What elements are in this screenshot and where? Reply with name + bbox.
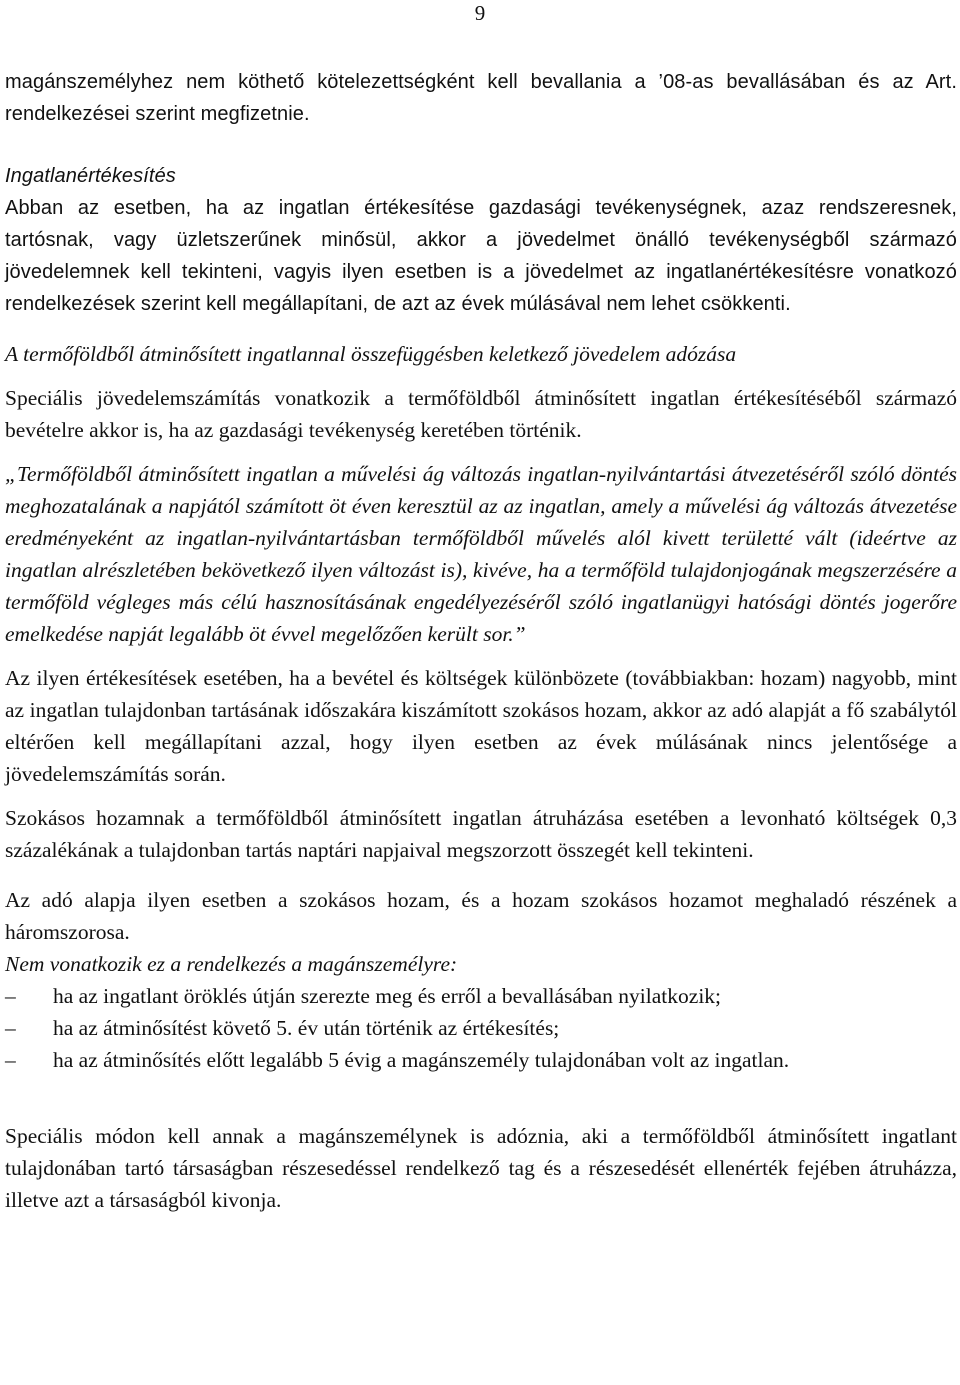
page-number: 9	[474, 1, 486, 25]
paragraph-special-calculation: Speciális jövedelemszámítás vonatkozik a termőföldből átminősített ingatlan értékesítéséből származó bevételre akkor is, ha az gazdasági tevékenység keretében történik.	[5, 386, 957, 442]
list-item	[5, 1044, 957, 1076]
list-item	[5, 980, 957, 1012]
section-heading-termofold: A termőföldből átminősített ingatlannal összefüggésben keletkező jövedelem adózása	[5, 342, 737, 366]
list-item	[5, 1012, 957, 1044]
intro-paragraph: magánszemélyhez nem köthető kötelezettségként kell bevallania a ’08-as bevallásában és az Art. rendelkezései szerint megfizetnie.	[5, 71, 957, 125]
list-item-text: ha az ingatlant öröklés útján szerezte meg és erről a bevallásában nyilatkozik;	[53, 984, 722, 1008]
list-item-text: ha az átminősítést követő 5. év után történik az értékesítés;	[53, 1016, 560, 1040]
document-body	[5, 66, 957, 1216]
paragraph-usual-yield: Az ilyen értékesítések esetében, ha a bevétel és költségek különbözete (továbbiakban: hozam) nagyobb, mint az ingatlan tulajdonban tartásának időszakára kiszámított szokásos hozam, akkor az adó alapját a fő szabálytól eltérően kell megállapítani azzal, hogy ilyen esetben az évek múlásának nincs jelentősége a jövedelemszámítás során.	[5, 666, 957, 786]
dash-bullet: –	[5, 984, 16, 1008]
list-item-text: ha az átminősítés előtt legalább 5 évig a magánszemély tulajdonában volt az ingatlan.	[53, 1048, 790, 1072]
dash-bullet: –	[5, 1016, 16, 1040]
section-heading-ingatlanertekesites: Ingatlanértékesítés	[5, 165, 176, 187]
paragraph-usual-yield-definition: Szokásos hozamnak a termőföldből átminősített ingatlan átruházása esetében a levonható költségek 0,3 százalékának a tulajdonban tartás naptári napjaival megszorzott összegét kell tekinteni.	[5, 806, 957, 862]
paragraph-company-share: Speciális módon kell annak a magánszemélynek is adóznia, aki a termőföldből átminősített ingatlant tulajdonában tartó társaságban részesedéssel rendelkező tag és a részesedését ellenérték fejében átruházza, illetve azt a társaságból kivonja.	[5, 1124, 957, 1212]
exception-list	[5, 980, 957, 1076]
definition-quote: „Termőföldből átminősített ingatlan a művelési ág változás ingatlan-nyilvántartási átvezetéséről szóló döntés meghozatalának a napjától számított öt éven keresztül az az ingatlan, amely a művelési ág változás átvezetése eredményeként az ingatlan-nyilvántartásban termőföldből művelés alól kivett területté vált (ideértve az ingatlan alrészletében bekövetkező ilyen változást is), kivéve, ha a termőföld tulajdonjogának megszerzésére a termőföld végleges más célú hasznosításának engedélyezéséről szóló ingatlanügyi hatósági döntés jogerőre emelkedése napját legalább öt évvel megelőzően került sor.”	[5, 462, 957, 646]
paragraph-economic-activity: Abban az esetben, ha az ingatlan értékesítése gazdasági tevékenységnek, azaz rendszeresnek, tartósnak, vagy üzletszerűnek minősül, akkor a jövedelmet önálló tevékenységből származó jövedelemnek kell tekinteni, vagyis ilyen esetben is a jövedelmet az ingatlanértékesítésre vonatkozó rendelkezések szerint kell megállapítani, de azt az évek múlásával nem lehet csökkenti.	[5, 197, 957, 315]
paragraph-tax-base: Az adó alapja ilyen esetben a szokásos hozam, és a hozam szokásos hozamot meghaladó részének a háromszorosa.	[5, 888, 957, 944]
exception-heading: Nem vonatkozik ez a rendelkezés a magánszemélyre:	[5, 952, 458, 976]
dash-bullet: –	[5, 1048, 16, 1072]
